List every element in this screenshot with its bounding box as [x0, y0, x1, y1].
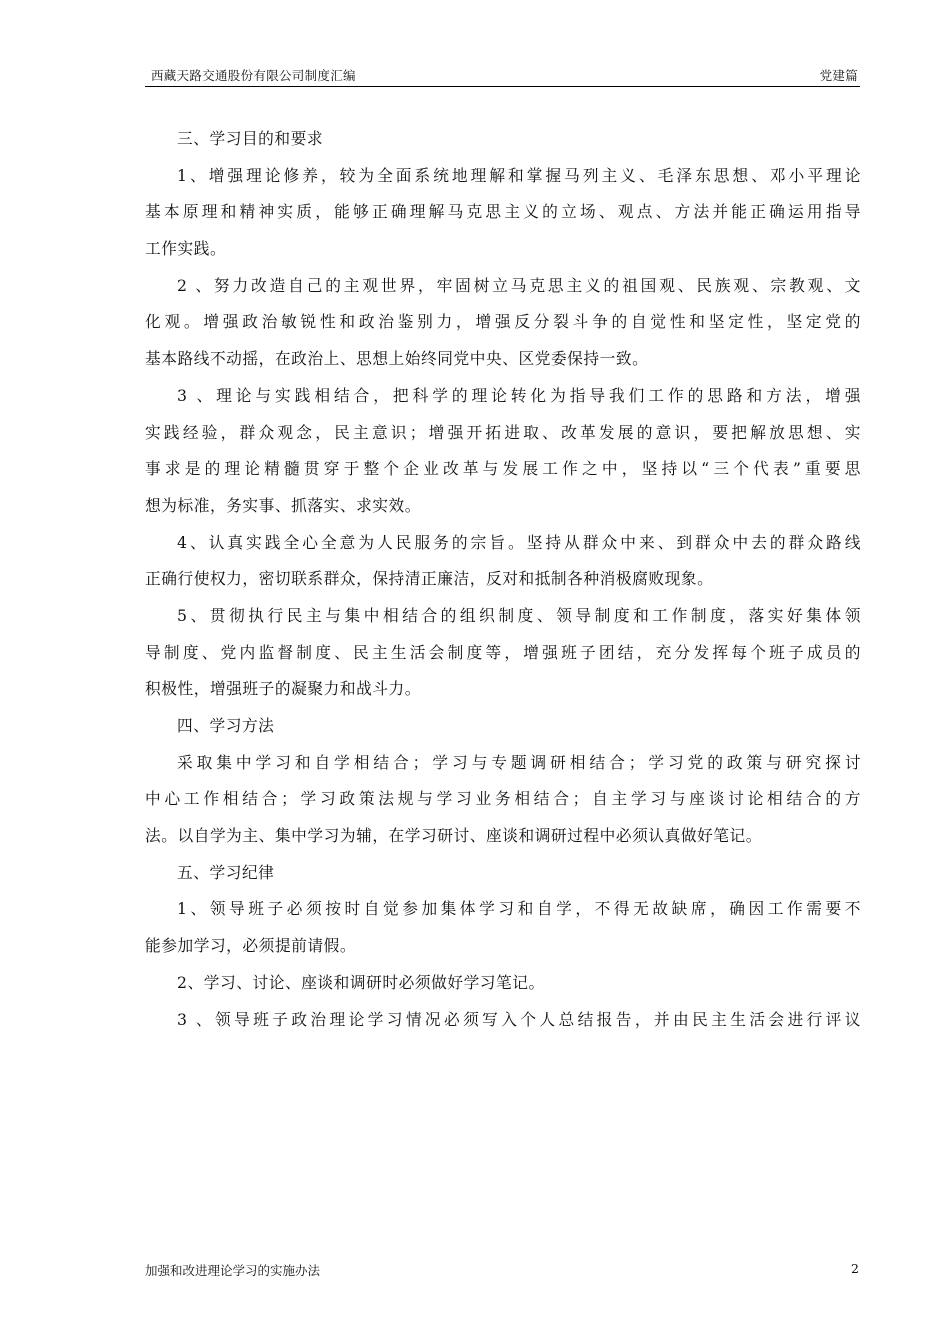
paragraph-line: 1、增强理论修养，较为全面系统地理解和掌握马列主义、毛泽东思想、邓小平理论: [177, 165, 861, 185]
paragraph-line: 3 、领导班子政治理论学习情况必须写入个人总结报告，并由民主生活会进行评议: [177, 1009, 861, 1029]
paragraph-line: 3 、理论与实践相结合，把科学的理论转化为指导我们工作的思路和方法，增强: [177, 385, 861, 405]
header-section-title: 党建篇: [819, 68, 858, 83]
paragraph-line: 实践经验，群众观念，民主意识；增强开拓进取、改革发展的意识，要把解放思想、实: [145, 422, 861, 442]
section-heading: 四、学习方法: [177, 716, 275, 735]
section-heading: 五、学习纪律: [177, 862, 275, 882]
section-heading: 三、学习目的和要求: [177, 129, 324, 148]
paragraph-line: 能参加学习，必须提前请假。: [145, 936, 357, 956]
paragraph-line: 基本原理和精神实质，能够正确理解马克思主义的立场、观点、方法并能正确运用指导: [145, 202, 861, 222]
paragraph-line: 中心工作相结合；学习政策法规与学习业务相结合；自主学习与座谈讨论相结合的方: [145, 789, 861, 809]
paragraph-line: 基本路线不动摇，在政治上、思想上始终同党中央、区党委保持一致。: [145, 349, 649, 369]
paragraph-line: 5、贯彻执行民主与集中相结合的组织制度、领导制度和工作制度，落实好集体领: [177, 605, 861, 625]
paragraph-line: 事求是的理论精髓贯穿于整个企业改革与发展工作之中，坚持以“三个代表”重要思: [145, 459, 861, 479]
paragraph-line: 正确行使权力，密切联系群众，保持清正廉洁，反对和抵制各种消极腐败现象。: [145, 569, 714, 589]
paragraph-line: 工作实践。: [145, 239, 227, 259]
paragraph-line: 2 、努力改造自己的主观世界，牢固树立马克思主义的祖国观、民族观、宗教观、文: [177, 275, 861, 295]
paragraph-line: 采取集中学习和自学相结合；学习与专题调研相结合；学习党的政策与研究探讨: [177, 752, 861, 772]
paragraph-line: 想为标准，务实事、抓落实、求实效。: [145, 495, 422, 515]
header-company-title: 西藏天路交通股份有限公司制度汇编: [151, 68, 356, 83]
footer-document-title: 加强和改进理论学习的实施办法: [145, 1263, 321, 1278]
paragraph-line: 导制度、党内监督制度、民主生活会制度等，增强班子团结，充分发挥每个班子成员的: [145, 642, 861, 662]
page-number: 2: [851, 1261, 859, 1276]
document-body: [145, 121, 861, 1038]
paragraph-line: 2、学习、讨论、座谈和调研时必须做好学习笔记。: [177, 972, 545, 992]
page-header: [145, 66, 860, 87]
paragraph-line: 法。以自学为主、集中学习为辅，在学习研讨、座谈和调研过程中必须认真做好笔记。: [145, 826, 763, 846]
paragraph-line: 1、领导班子必须按时自觉参加集体学习和自学，不得无故缺席，确因工作需要不: [177, 899, 861, 919]
paragraph-line: 积极性，增强班子的凝聚力和战斗力。: [145, 679, 422, 699]
paragraph-line: 4、认真实践全心全意为人民服务的宗旨。坚持从群众中来、到群众中去的群众路线: [177, 532, 861, 552]
paragraph-line: 化观。增强政治敏锐性和政治鉴别力，增强反分裂斗争的自觉性和坚定性，坚定党的: [145, 312, 861, 332]
